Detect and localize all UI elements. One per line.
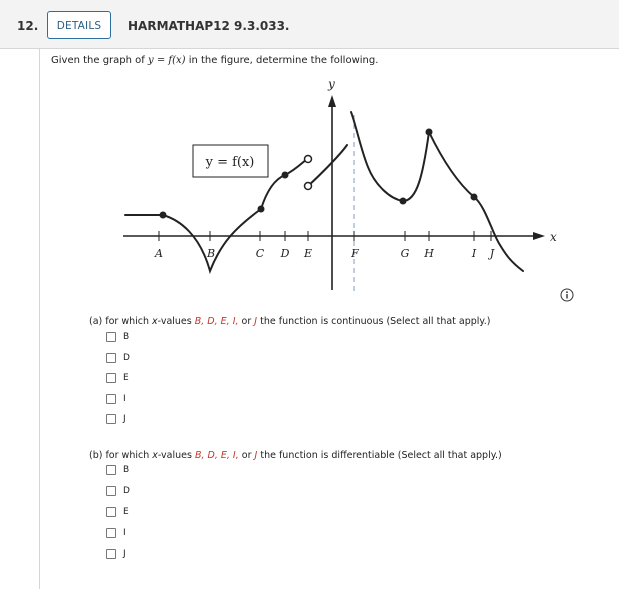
part-b-option-j[interactable]: J bbox=[106, 549, 126, 561]
checkbox[interactable] bbox=[106, 394, 116, 404]
tick-label-a: A bbox=[155, 247, 163, 260]
part-a-option-e[interactable]: E bbox=[106, 373, 129, 385]
part-a-question: (a) for which x-values B, D, E, I, or J the function is continuous (Select all that apply.) bbox=[89, 316, 491, 327]
function-graph bbox=[115, 75, 565, 300]
details-button[interactable]: DETAILS bbox=[47, 11, 111, 39]
checkbox[interactable] bbox=[106, 465, 116, 475]
x-axis-arrow bbox=[533, 232, 545, 240]
checkbox[interactable] bbox=[106, 373, 116, 383]
part-a-option-b[interactable]: B bbox=[106, 332, 129, 344]
function-label: y = f(x) bbox=[205, 155, 255, 170]
question-id: HARMATHAP12 9.3.033. bbox=[128, 19, 290, 33]
part-b-option-i[interactable]: I bbox=[106, 528, 126, 540]
part-b-option-b[interactable]: B bbox=[106, 465, 129, 477]
part-a-option-d[interactable]: D bbox=[106, 353, 130, 365]
prompt-math: y = f(x) bbox=[147, 55, 186, 66]
point-c bbox=[258, 206, 265, 213]
function-curve bbox=[125, 112, 523, 271]
point-h bbox=[426, 129, 433, 136]
prompt-text-post: in the figure, determine the following. bbox=[185, 55, 379, 66]
point-a bbox=[160, 212, 167, 219]
info-icon[interactable] bbox=[560, 288, 574, 302]
tick-label-b: B bbox=[206, 247, 216, 260]
y-axis-arrow bbox=[328, 95, 336, 107]
y-axis-label: y bbox=[328, 77, 335, 91]
open-point-e-lower bbox=[305, 183, 312, 190]
part-b-question: (b) for which x-values B, D, E, I, or J the function is differentiable (Select all that apply.) bbox=[89, 450, 502, 461]
point-g bbox=[400, 198, 407, 205]
question-header bbox=[0, 0, 619, 49]
tick-label-e: E bbox=[303, 247, 313, 260]
tick-label-g: G bbox=[400, 247, 410, 260]
tick-label-i: I bbox=[471, 247, 477, 260]
question-number: 12. bbox=[17, 19, 39, 33]
checkbox[interactable] bbox=[106, 353, 116, 363]
part-b-option-e[interactable]: E bbox=[106, 507, 129, 519]
question-prompt bbox=[51, 55, 378, 66]
checkbox[interactable] bbox=[106, 549, 116, 559]
point-i bbox=[471, 194, 478, 201]
part-a-option-i[interactable]: I bbox=[106, 394, 126, 406]
tick-label-f: F bbox=[351, 247, 359, 260]
checkbox[interactable] bbox=[106, 414, 116, 424]
tick-label-c: C bbox=[255, 247, 265, 260]
open-point-e-upper bbox=[305, 156, 312, 163]
tick-label-h: H bbox=[424, 247, 434, 260]
point-d bbox=[282, 172, 289, 179]
checkbox[interactable] bbox=[106, 486, 116, 496]
checkbox[interactable] bbox=[106, 507, 116, 517]
left-border bbox=[39, 48, 40, 589]
part-b-option-d[interactable]: D bbox=[106, 486, 130, 498]
checkbox[interactable] bbox=[106, 528, 116, 538]
checkbox[interactable] bbox=[106, 332, 116, 342]
x-axis-label: x bbox=[550, 230, 557, 244]
tick-label-d: D bbox=[280, 247, 290, 260]
prompt-text-pre: Given the graph of bbox=[51, 55, 148, 66]
part-a-option-j[interactable]: J bbox=[106, 414, 126, 426]
tick-label-j: J bbox=[489, 247, 495, 260]
